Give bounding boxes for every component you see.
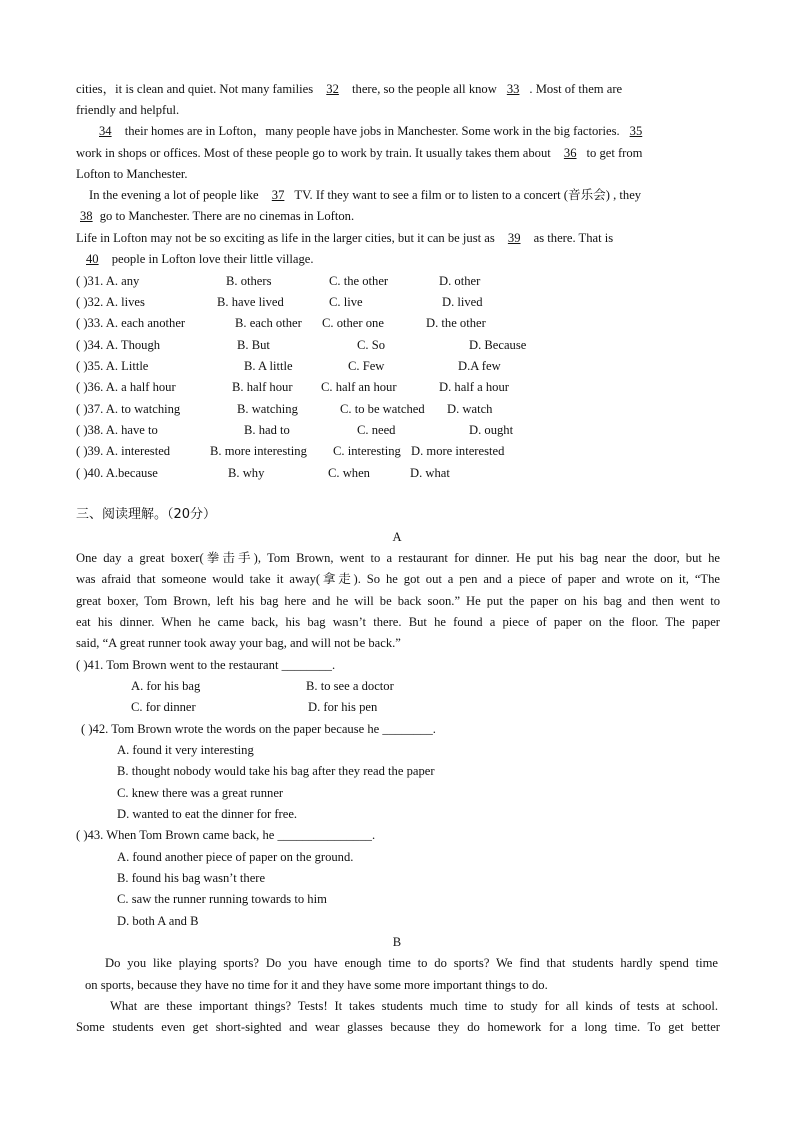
blank-40: 40 [86, 252, 99, 266]
passage-b-label: B [392, 935, 402, 949]
question-41-options-cd: C. for dinner D. for his pen [131, 700, 378, 714]
question-42-option-a: A. found it very interesting [117, 743, 254, 757]
question-33: ( )33. A. each another B. each other C. other one D. the other [76, 316, 486, 330]
cloze-line-9: 40 people in Lofton love their little village. [76, 251, 720, 268]
passage-a-line-1: One day a great boxer(拳击手), Tom Brown, went to a restaurant for dinner. He put his bag near the door, but he [76, 551, 720, 565]
passage-a-line-3: great boxer, Tom Brown, left his bag here and he will be back soon.” He put the paper on his bag and then went to [76, 594, 720, 608]
question-43-option-c: C. saw the runner running towards to him [117, 892, 327, 906]
question-42: ( )42. Tom Brown wrote the words on the paper because he ________. [81, 722, 436, 736]
blank-38: 38 [80, 209, 93, 223]
passage-b-line-1: Do you like playing sports? Do you have enough time to do sports? We find that students hardly spend time [105, 956, 718, 970]
cloze-line-3: 34 their homes are in Lofton，many people have jobs in Manchester. Some work in the big factories. 35 [89, 123, 720, 140]
question-37: ( )37. A. to watching B. watching C. to be watched D. watch [76, 402, 493, 416]
question-38: ( )38. A. have to B. had to C. need D. ought [76, 423, 514, 437]
question-40: ( )40. A.because B. why C. when D. what [76, 466, 450, 480]
question-43-option-a: A. found another piece of paper on the ground. [117, 850, 354, 864]
cloze-line-5: Lofton to Manchester. [76, 167, 188, 181]
passage-a-line-5: said, “A great runner took away your bag, and will not be back.” [76, 636, 401, 650]
question-42-option-c: C. knew there was a great runner [117, 786, 284, 800]
passage-b-line-4: Some students even get short-sighted and wear glasses because they do homework for a long time. To get better [76, 1020, 720, 1034]
cloze-line-6: In the evening a lot of people like 37 TV. If they want to see a film or to listen to a concert (音乐会) , they [89, 188, 642, 202]
question-43: ( )43. When Tom Brown came back, he _______________. [76, 828, 376, 842]
section-title: 三、阅读理解。（20分） [76, 507, 217, 522]
question-43-option-b: B. found his bag wasn’t there [117, 871, 266, 885]
passage-a-label: A [392, 530, 402, 544]
question-32: ( )32. A. lives B. have lived C. live D. lived [76, 295, 483, 309]
question-41: ( )41. Tom Brown went to the restaurant ________. [76, 658, 336, 672]
blank-37: 37 [271, 188, 285, 202]
question-36: ( )36. A. a half hour B. half hour C. half an hour D. half a hour [76, 380, 509, 394]
passage-a-line-2: was afraid that someone would take it away(拿走). So he got out a pen and a piece of paper and wrote on it, “The [76, 572, 720, 586]
question-39: ( )39. A. interested B. more interesting C. interesting D. more interested [76, 444, 505, 458]
cloze-line-4: work in shops or offices. Most of these people go to work by train. It usually takes them about 36 to get from [76, 146, 643, 160]
question-35: ( )35. A. Little B. A little C. Few D.A few [76, 359, 501, 373]
blank-35: 35 [629, 124, 643, 138]
blank-33: 33 [506, 82, 520, 96]
question-41-options-ab: A. for his bag B. to see a doctor [131, 679, 394, 693]
cloze-line-2: friendly and helpful. [76, 103, 180, 117]
question-34: ( )34. A. Though B. But C. So D. Because [76, 338, 527, 352]
passage-b-line-2: on sports, because they have no time for it and they have some more important things to do. [85, 978, 548, 992]
question-31: ( )31. A. any B. others C. the other D. other [76, 274, 481, 288]
question-42-option-d: D. wanted to eat the dinner for free. [117, 807, 298, 821]
question-42-option-b: B. thought nobody would take his bag after they read the paper [117, 764, 435, 778]
passage-b-line-3: What are these important things? Tests! It takes students much time to study for all kinds of tests at school. [110, 999, 718, 1013]
blank-34: 34 [99, 124, 112, 138]
blank-36: 36 [563, 146, 577, 160]
cloze-line-1: cities，it is clean and quiet. Not many families 32 there, so the people all know 33 . Most of them are [76, 82, 623, 96]
cloze-line-8: Life in Lofton may not be so exciting as life in the larger cities, but it can be just as 39 as there. That is [76, 231, 614, 245]
question-43-option-d: D. both A and B [117, 914, 199, 928]
cloze-line-7: 38 go to Manchester. There are no cinemas in Lofton. [76, 208, 720, 225]
passage-a-line-4: eat his dinner. When he came back, his bag wasn’t there. But he found a piece of paper on the floor. The paper [76, 615, 720, 629]
blank-39: 39 [507, 231, 521, 245]
blank-32: 32 [326, 82, 339, 96]
